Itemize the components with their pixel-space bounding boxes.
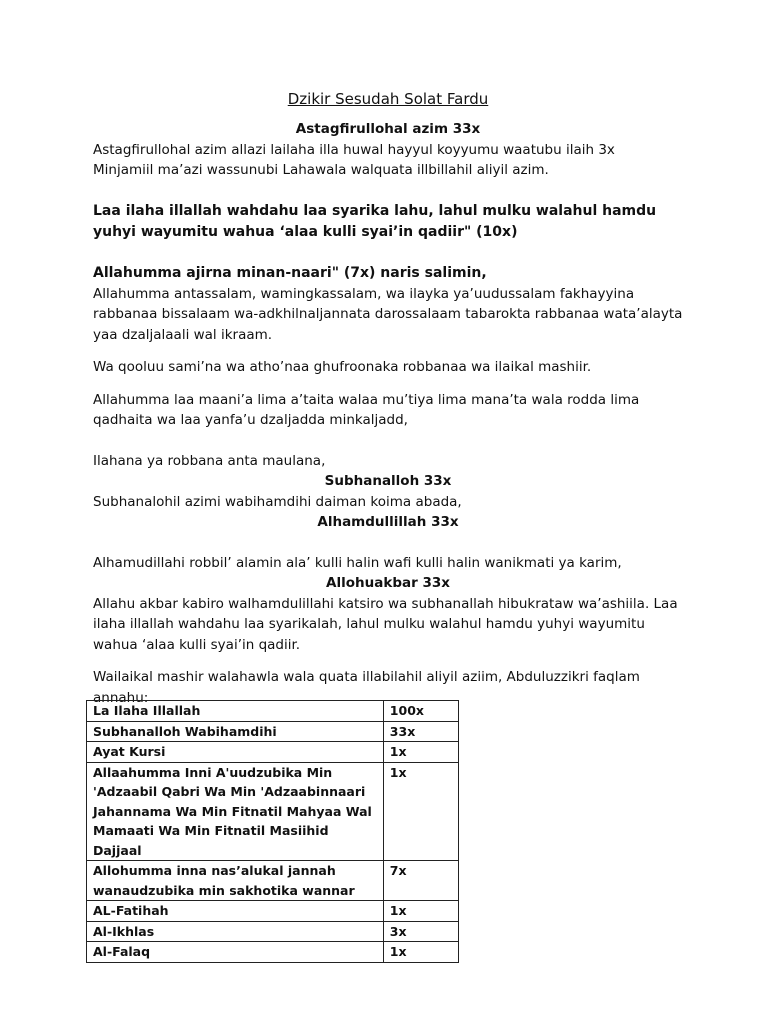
table-row xyxy=(87,942,459,963)
table-cell-count: 3x xyxy=(383,921,458,942)
paragraph-line: Minjamiil ma’azi wassunubi Lahawala walquata illbillahil aliyil azim. xyxy=(93,162,549,178)
section-heading-subhanalloh: Subhanalloh 33x xyxy=(324,473,452,489)
table-cell-name: Allaahumma Inni A'uudzubika Min 'Adzaabil Qabri Wa Min 'Adzaabinnaari Jahannama Wa Min Fitnatil Mahyaa Wal Mamaati Wa Min Fitnatil Masiihid Dajjaal xyxy=(87,762,384,861)
table-cell-count: 7x xyxy=(383,861,458,901)
table-cell-count: 1x xyxy=(383,762,458,861)
paragraph: Alhamudillahi robbil’ alamin ala’ kulli halin wafi kulli halin wanikmati ya karim, xyxy=(93,554,622,571)
paragraph: Allahumma antassalam, wamingkassalam, wa ilayka ya’uudussalam fakhayyina rabbanaa bissalaam wa-adkhilnaljannata darossalaam tabarokta rabbanaa wata’alayta yaa dzaljalaali wal ikraam. xyxy=(93,285,683,343)
paragraph: Allahumma laa maani’a lima a’taita walaa mu’tiya lima mana’ta wala rodda lima qadhaita wa laa yanfa’u dzaljadda minkaljadd, xyxy=(93,391,640,428)
table-row xyxy=(87,861,459,901)
table-cell-name: Al-Ikhlas xyxy=(87,921,384,942)
table-cell-count: 100x xyxy=(383,701,458,722)
table-cell-name: Allohumma inna nas’alukal jannah wanaudzubika min sakhotika wannar xyxy=(87,861,384,901)
section-heading-allohuakbar: Allohuakbar 33x xyxy=(326,575,450,591)
table-row xyxy=(87,762,459,861)
table-cell-count: 1x xyxy=(383,942,458,963)
table-cell-name: AL-Fatihah xyxy=(87,901,384,922)
paragraph: Ilahana ya robbana anta maulana, xyxy=(93,452,326,469)
paragraph: Subhanalohil azimi wabihamdihi daiman koima abada, xyxy=(93,493,462,510)
document-page xyxy=(93,89,683,708)
paragraph: Wa qooluu sami’na wa atho’naa ghufroonaka robbanaa wa ilaikal mashiir. xyxy=(93,359,592,375)
dzikir-table xyxy=(86,700,459,963)
table-cell-name: Subhanalloh Wabihamdihi xyxy=(87,721,384,742)
section-heading-alhamdulillah: Alhamdullillah 33x xyxy=(317,514,459,530)
table-row xyxy=(87,901,459,922)
page-title: Dzikir Sesudah Solat Fardu xyxy=(287,90,489,108)
paragraph: Allahu akbar kabiro walhamdulillahi katsiro wa subhanallah hibukrataw wa’ashiila. Laa ilaha illallah wahdahu laa syarikalah, lahul mulku walahul hamdu yuhyi wayumitu wahua ‘alaa kulli syai’in qadiir. xyxy=(93,595,678,653)
section-heading-ajirna: Allahumma ajirna minan-naari" (7x) naris salimin, xyxy=(93,264,487,281)
section-heading-astagfirullah: Astagfirullohal azim 33x xyxy=(295,121,481,137)
table-row xyxy=(87,921,459,942)
table-row xyxy=(87,701,459,722)
table-cell-name: Ayat Kursi xyxy=(87,742,384,763)
tahlil-paragraph: Laa ilaha illallah wahdahu laa syarika lahu, lahul mulku walahul hamdu yuhyi wayumitu wahua ‘alaa kulli syai’in qadiir" (10x) xyxy=(93,202,657,240)
table-cell-count: 1x xyxy=(383,901,458,922)
table-cell-count: 33x xyxy=(383,721,458,742)
table-cell-name: Al-Falaq xyxy=(87,942,384,963)
table-row xyxy=(87,721,459,742)
table-cell-count: 1x xyxy=(383,742,458,763)
paragraph-line: Astagfirullohal azim allazi lailaha illa huwal hayyul koyyumu waatubu ilaih 3x xyxy=(93,141,615,158)
table-row xyxy=(87,742,459,763)
table-cell-name: La Ilaha Illallah xyxy=(87,701,384,722)
paragraph: Wailaikal mashir walahawla wala quata illabilahil aliyil aziim, Abduluzzikri faqlam annahu: xyxy=(93,669,640,706)
